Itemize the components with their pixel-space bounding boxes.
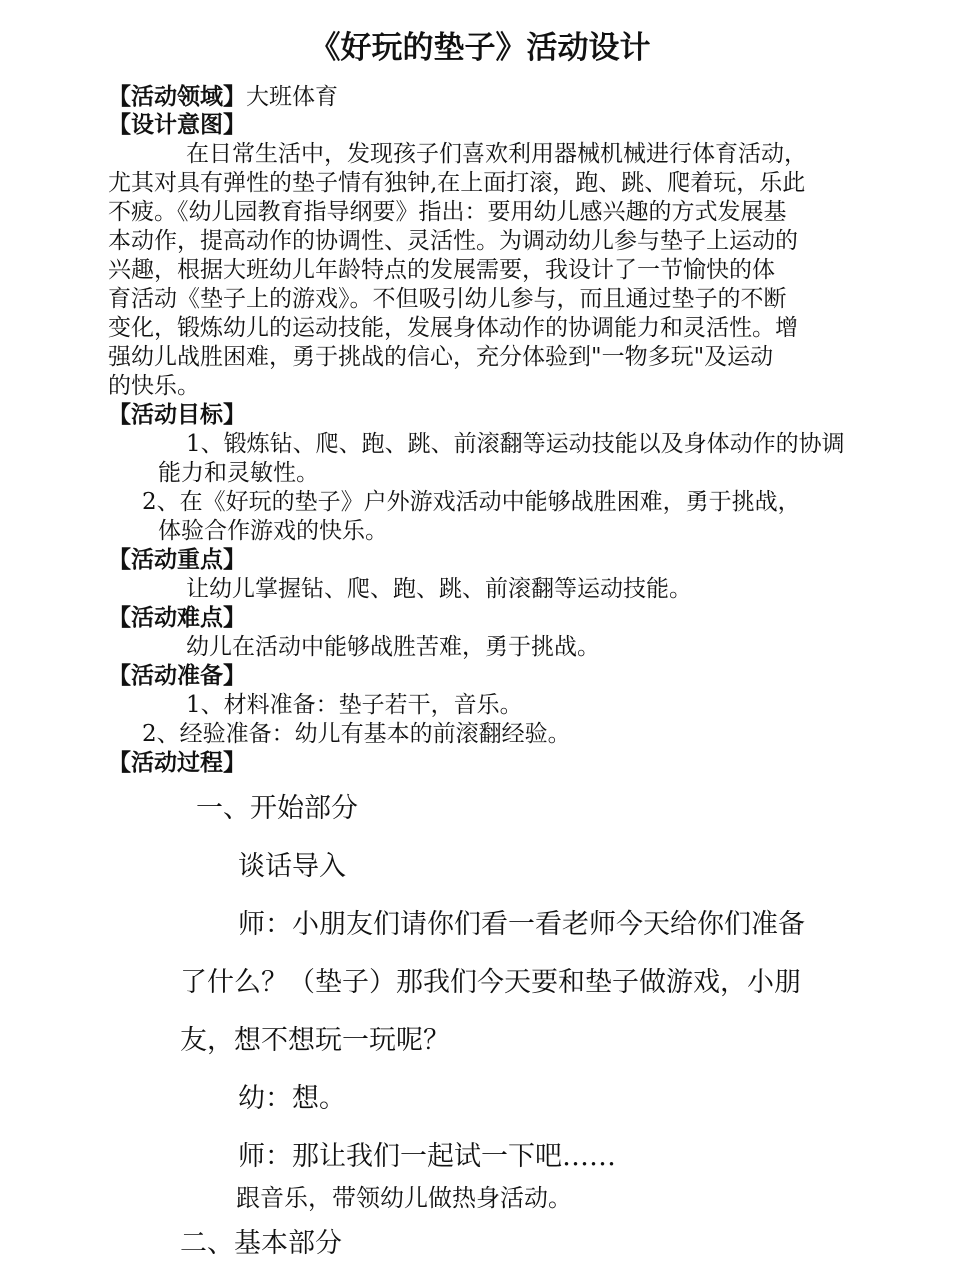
domain-heading: 【活动领域】 (108, 84, 246, 110)
goals-line: 体验合作游戏的快乐。 (158, 518, 388, 544)
intent-line: 不疲。《幼儿园教育指导纲要》指出：要用幼儿感兴趣的方式发展基 (108, 199, 787, 225)
difficulty-text: 幼儿在活动中能够战胜苦难，勇于挑战。 (186, 634, 600, 660)
prep-heading: 【活动准备】 (108, 663, 246, 689)
intent-line: 育活动《垫子上的游戏》。不但吸引幼儿参与，而且通过垫子的不断 (108, 286, 787, 312)
goals-line: 1、锻炼钻、爬、跑、跳、前滚翻等运动技能以及身体动作的协调 (186, 431, 845, 457)
dialog-line: 幼：想。 (238, 1083, 346, 1114)
goals-heading: 【活动目标】 (108, 402, 246, 428)
intent-line: 变化，锻炼幼儿的运动技能，发展身体动作的协调能力和灵活性。增 (108, 315, 798, 341)
goals-line: 2、在《好玩的垫子》户外游戏活动中能够战胜困难，勇于挑战， (142, 489, 801, 515)
difficulty-heading: 【活动难点】 (108, 605, 246, 631)
domain-section (108, 86, 338, 109)
dialog-line: 友，想不想玩一玩呢？ (180, 1025, 450, 1056)
document-title: 《好玩的垫子》活动设计 (309, 30, 651, 66)
intent-line: 本动作，提高动作的协调性、灵活性。为调动幼儿参与垫子上运动的 (108, 228, 798, 254)
process-part1-heading: 一、开始部分 (196, 793, 358, 824)
process-part2-heading: 二、基本部分 (180, 1228, 342, 1259)
intent-line: 在日常生活中，发现孩子们喜欢利用器械机械进行体育活动， (186, 141, 807, 167)
warmup-text: 跟音乐，带领幼儿做热身活动。 (236, 1184, 572, 1212)
focus-heading: 【活动重点】 (108, 547, 246, 573)
intent-line: 强幼儿战胜困难，勇于挑战的信心，充分体验到"一物多玩"及运动 (108, 344, 774, 370)
intent-line: 的快乐。 (108, 373, 200, 399)
dialog-line: 了什么？（垫子）那我们今天要和垫子做游戏，小朋 (180, 967, 801, 998)
dialog-line: 师：小朋友们请你们看一看老师今天给你们准备 (238, 909, 805, 940)
dialog-line: 师：那让我们一起试一下吧…… (238, 1141, 616, 1172)
prep-line: 2、经验准备：幼儿有基本的前滚翻经验。 (142, 721, 571, 747)
intent-heading: 【设计意图】 (108, 112, 246, 138)
prep-line: 1、材料准备：垫子若干，音乐。 (186, 692, 523, 718)
focus-text: 让幼儿掌握钻、爬、跑、跳、前滚翻等运动技能。 (186, 576, 692, 602)
intent-line: 尤其对具有弹性的垫子情有独钟,在上面打滚，跑、跳、爬着玩，乐此 (108, 170, 806, 196)
process-intro: 谈话导入 (238, 851, 346, 882)
goals-line: 能力和灵敏性。 (158, 460, 319, 486)
domain-value: 大班体育 (246, 84, 338, 110)
process-heading: 【活动过程】 (108, 750, 246, 776)
intent-line: 兴趣，根据大班幼儿年龄特点的发展需要，我设计了一节愉快的体 (108, 257, 775, 283)
